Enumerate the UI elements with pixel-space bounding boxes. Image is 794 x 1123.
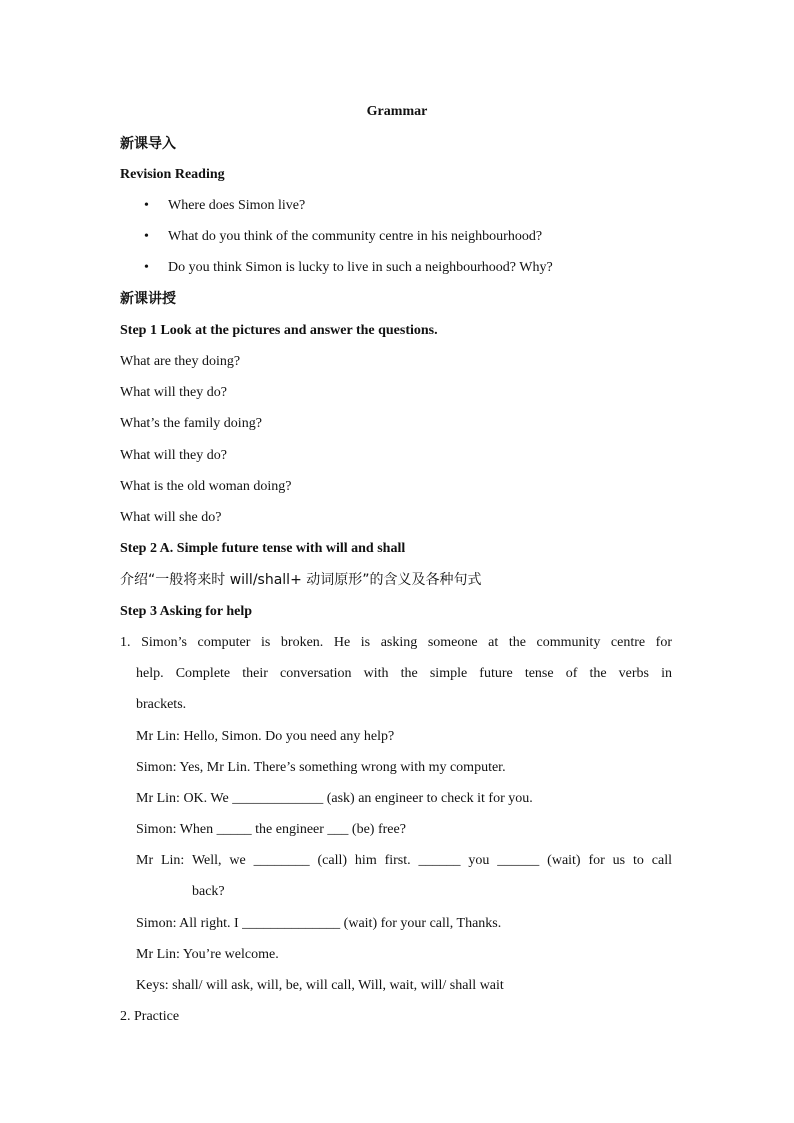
step2-heading: Step 2 A. Simple future tense with will and shall bbox=[120, 541, 406, 556]
question-line: What will she do? bbox=[120, 510, 222, 525]
question-line: What are they doing? bbox=[120, 354, 241, 369]
question-line: What will they do? bbox=[120, 385, 227, 400]
section-heading-lesson: 新课讲授 bbox=[120, 291, 176, 307]
page-title: Grammar bbox=[366, 104, 428, 119]
answer-keys: Keys: shall/ will ask, will, be, will call, Will, wait, will/ shall wait bbox=[136, 978, 504, 993]
dialogue-line: back? bbox=[192, 884, 225, 899]
bullet-icon: • bbox=[144, 229, 149, 244]
dialogue-line: Mr Lin: Hello, Simon. Do you need any help? bbox=[136, 729, 395, 744]
dialogue-line: Simon: When _____ the engineer ___ (be) free? bbox=[136, 822, 406, 837]
question-line: What’s the family doing? bbox=[120, 416, 262, 431]
bullet-icon: • bbox=[144, 198, 149, 213]
list-item: Where does Simon live? bbox=[168, 198, 306, 213]
dialogue-line: Simon: Yes, Mr Lin. There’s something wrong with my computer. bbox=[136, 760, 506, 775]
dialogue-line: Mr Lin: You’re welcome. bbox=[136, 947, 279, 962]
question-line: What is the old woman doing? bbox=[120, 479, 292, 494]
step3-heading: Step 3 Asking for help bbox=[120, 604, 252, 619]
dialogue-line: Mr Lin: OK. We _____________ (ask) an engineer to check it for you. bbox=[136, 791, 533, 806]
item1-line: 1. Simon’s computer is broken. He is asking someone at the community centre for bbox=[120, 635, 672, 650]
list-item: Do you think Simon is lucky to live in such a neighbourhood? Why? bbox=[168, 260, 553, 275]
revision-heading: Revision Reading bbox=[120, 167, 225, 182]
item1-line: help. Complete their conversation with the simple future tense of the verbs in bbox=[136, 666, 672, 681]
list-item: What do you think of the community centre in his neighbourhood? bbox=[168, 229, 543, 244]
dialogue-line: Simon: All right. I ______________ (wait) for your call, Thanks. bbox=[136, 916, 502, 931]
bullet-icon: • bbox=[144, 260, 149, 275]
dialogue-line: Mr Lin: Well, we ________ (call) him first. ______ you ______ (wait) for us to call bbox=[136, 853, 672, 868]
section-heading-intro: 新课导入 bbox=[120, 136, 176, 152]
step1-heading: Step 1 Look at the pictures and answer the questions. bbox=[120, 323, 438, 338]
question-line: What will they do? bbox=[120, 448, 227, 463]
step2-note: 介绍“一般将来时 will/shall+ 动词原形”的含义及各种句式 bbox=[120, 572, 482, 588]
item1-line: brackets. bbox=[136, 697, 187, 712]
item2-heading: 2. Practice bbox=[120, 1009, 180, 1024]
